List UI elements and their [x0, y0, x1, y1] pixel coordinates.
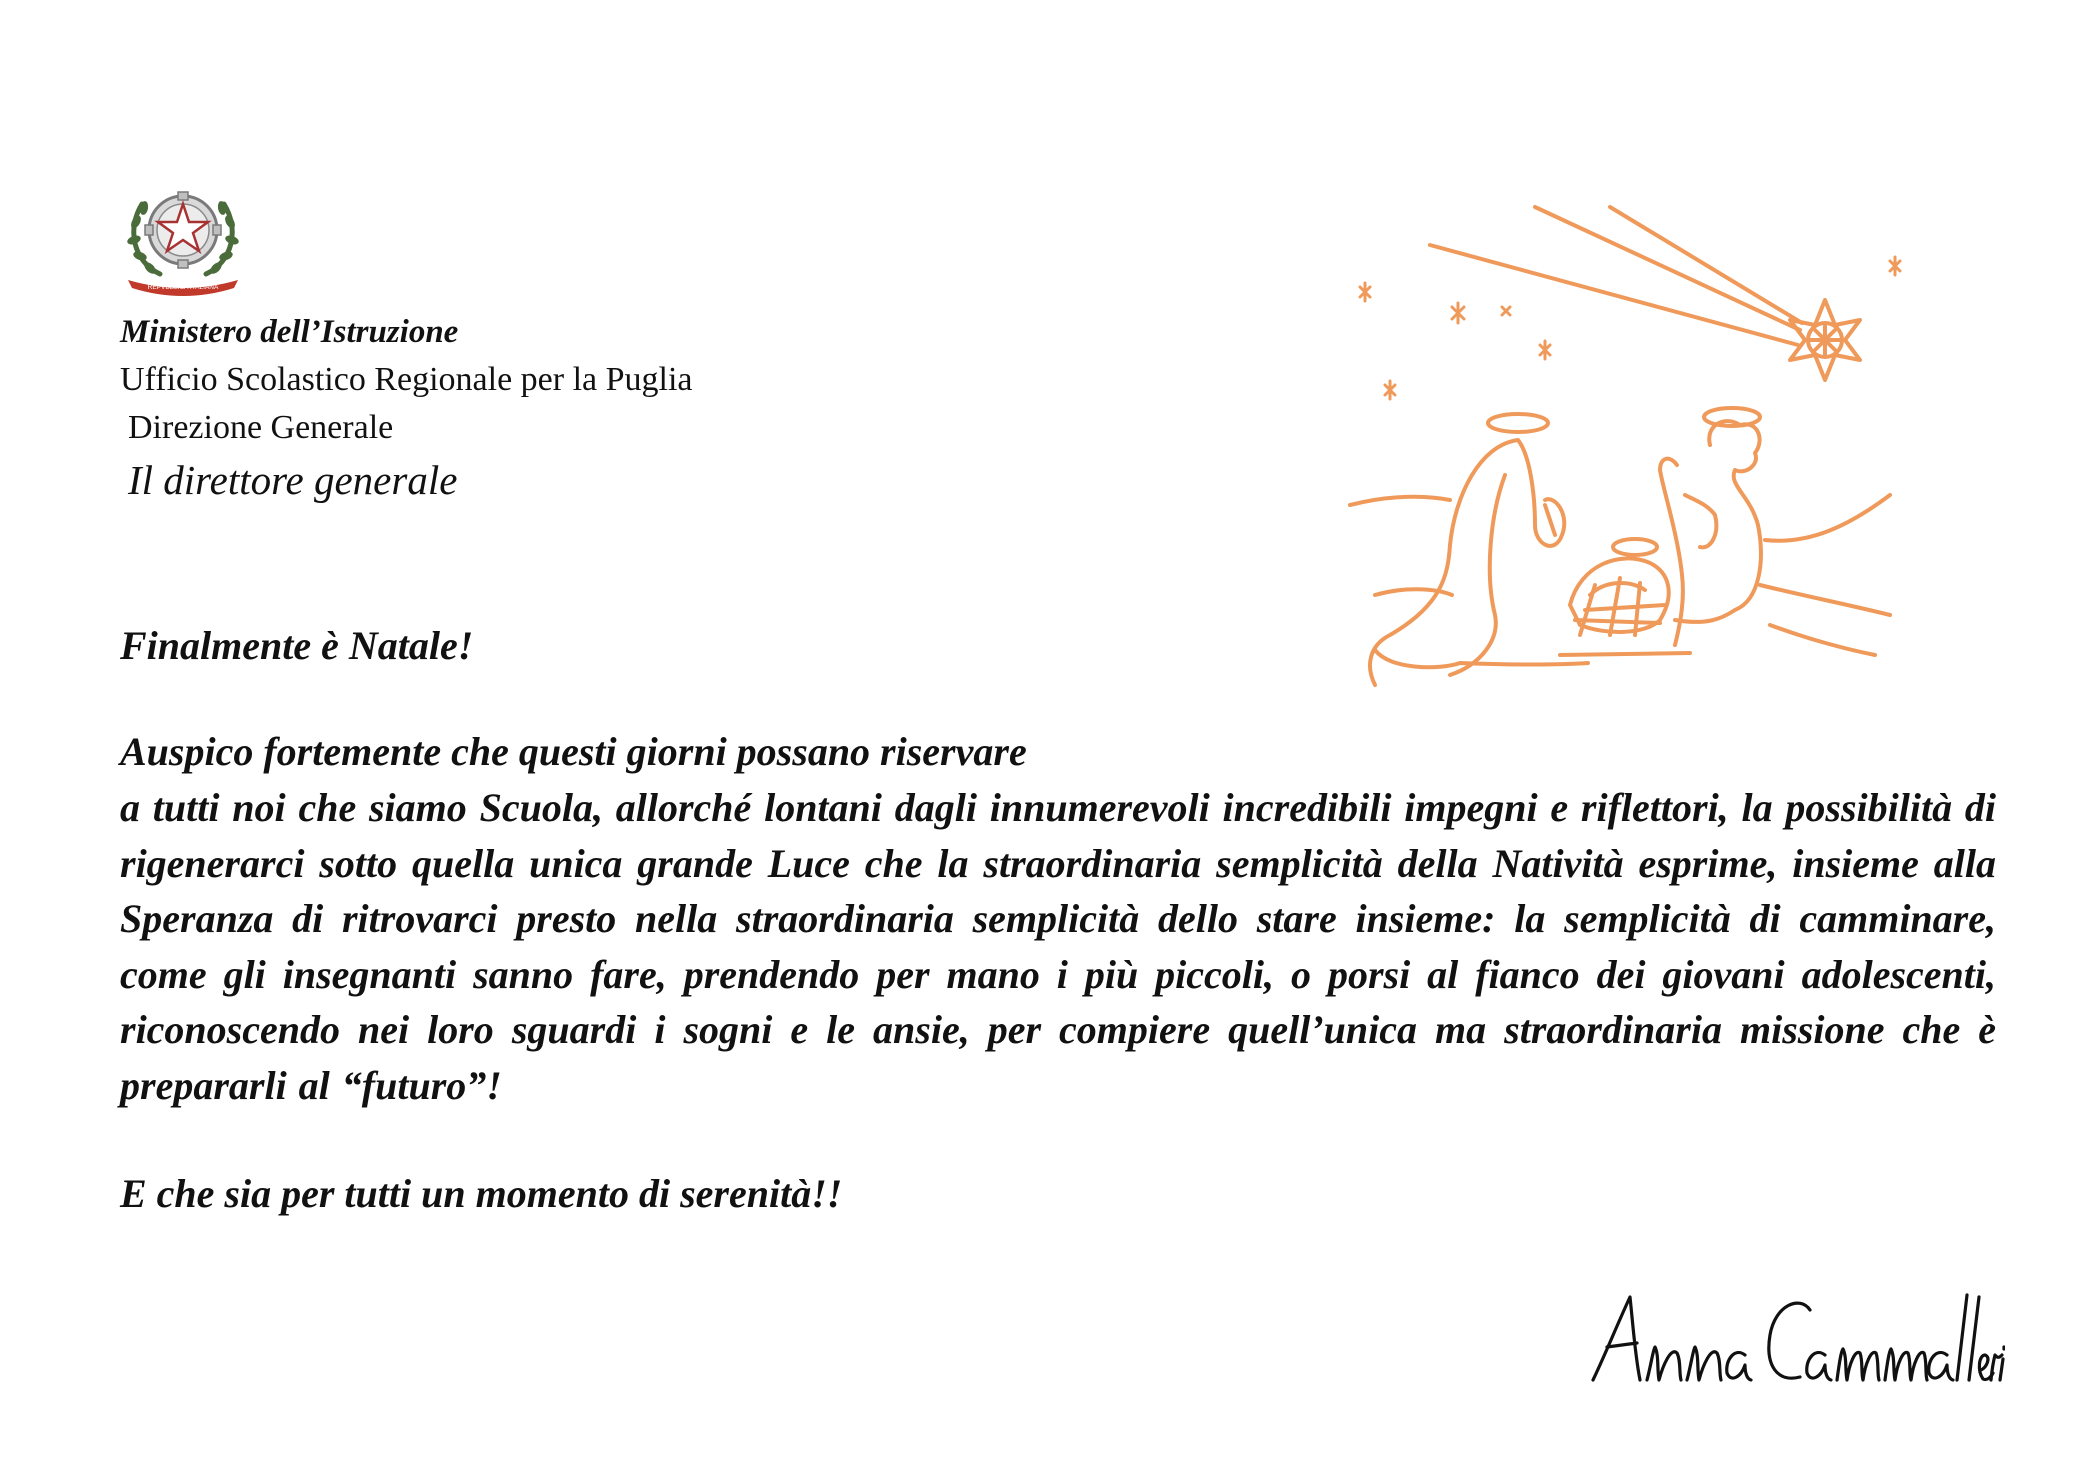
main-paragraph: a tutti noi che siamo Scuola, allorché lontani dagli innumerevoli incredibili impegni e riflettori, la possibilità di rigenerarci sotto quella unica grande Luce che la straordinaria semplicità della Natività esprime, insieme alla Speranza di ritrovarci presto nella straordinaria semplicità dello stare insieme: la semplicità di camminare, come gli insegnanti sanno fare, prendendo per mano i più piccoli, o porsi al fianco dei giovani adolescenti, riconoscendo nei loro sguardi i sogni e le ansie, per compiere quell’unica ma straordinaria missione che è prepararli al “futuro”!	[120, 785, 1996, 1108]
closing-line: E che sia per tutti un momento di serenità!!	[120, 1170, 843, 1216]
regional-office: Ufficio Scolastico Regionale per la Puglia	[120, 361, 693, 398]
comet-ray	[1610, 207, 1802, 323]
small-stars	[1360, 257, 1900, 399]
comet-ray	[1430, 245, 1798, 345]
general-direction: Direzione Generale	[128, 409, 394, 446]
greeting: Finalmente è Natale!	[120, 623, 474, 668]
handwritten-signature	[1585, 1285, 2005, 1395]
joseph-figure	[1675, 421, 1761, 622]
director-title: Il direttore generale	[128, 457, 458, 503]
opening-line: Auspico fortemente che questi giorni possano riservare	[120, 729, 1027, 774]
emblem-ribbon-text: REPVBBLICA ITALIANA	[147, 284, 219, 291]
letterhead	[120, 308, 1020, 508]
mary-halo	[1488, 414, 1548, 432]
ministry-name: Ministero dell’Istruzione	[120, 314, 459, 350]
letter-body	[120, 618, 1996, 1222]
comet-star-icon	[1790, 300, 1860, 380]
child-halo	[1613, 539, 1657, 555]
italian-republic-emblem-icon	[120, 170, 246, 296]
